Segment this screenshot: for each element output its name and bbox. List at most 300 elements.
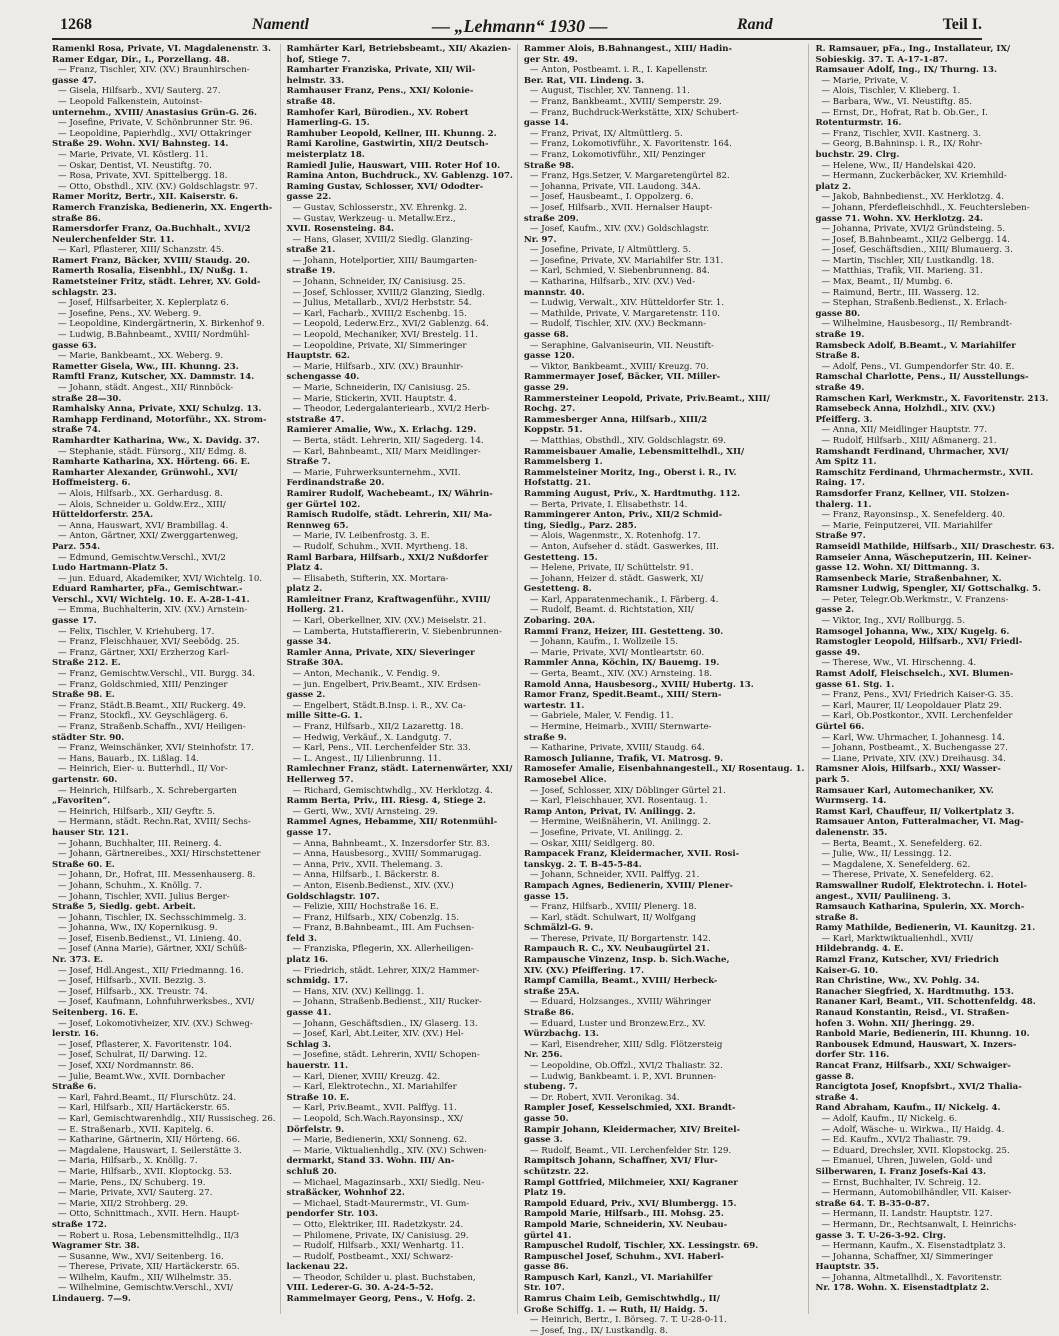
directory-entry: — Johanna, Private, XVI/2 Gründsteing. 5. (821, 224, 1006, 235)
directory-entry: — Franz, Rayonsinsp., X. Senefelderg. 40. (821, 510, 1006, 521)
directory-entry: Raing. 17. (815, 478, 865, 489)
directory-entry: — Ludwig, B.Bahnbeamt., XVIII/ Nordmühl- (58, 330, 250, 341)
directory-entry: Rampold Marie, Schneiderin, XV. Neubau- (523, 1219, 728, 1230)
directory-entry: — Anna, Hauswart, XVI/ Brambillag. 4. (58, 520, 229, 531)
directory-entry: — Josef, Hdl.Angest., XII/ Friedmanng. 16. (58, 965, 244, 976)
directory-entry: helmstr. 33. (286, 75, 345, 86)
directory-entry: — Theodor, Ledergalanteriearb., XVI/2 Herb- (292, 404, 490, 415)
directory-entry: — Peter, Telegr.Ob.Werkmstr., V. Franzens- (821, 594, 1009, 605)
directory-entry: — Karl, Fleischhauer, XVI. Rosentaug. 1. (529, 796, 708, 807)
directory-entry: Rampler Josef, Kesselschmied, XXI. Brandt- (523, 1103, 736, 1114)
directory-entry: — Leopold, Lederw.Erz., XVI/2 Gablenzg. 64. (292, 319, 489, 330)
directory-entry: — Josef, Hilfsarb., XVII. Hernalser Haupt- (529, 202, 713, 213)
directory-entry: — Franz, B.Bahnbeamt., III. Am Fuchsen- (292, 923, 475, 934)
directory-entry: Ramirer Rudolf, Wachebeamt., IX/ Währin- (286, 488, 493, 499)
directory-entry: Straße 98. (523, 160, 575, 171)
directory-entry: — Lamberta, Hutstaffiererin, V. Siebenbrunnen- (292, 626, 502, 637)
directory-entry: — Leopoldine, Private, XI/ Simmeringer (292, 340, 467, 351)
directory-entry: Ramseier Anna, Wäscheputzerin, III. Keiner- (815, 552, 1032, 563)
directory-entry: — Franz, Fleischhauer, XVI/ Seebödg. 25. (58, 637, 240, 648)
directory-entry: — Matthias, Obsthdl., XIV. Goldschlagstr. 69. (529, 435, 727, 446)
directory-entry: — Johann, Heizer d. städt. Gaswerk, XI/ (529, 573, 704, 584)
directory-entry: gasse 29. (523, 383, 569, 393)
directory-entry: — Karl, Apparatenmechanik., I. Färberg. 4. (529, 594, 719, 605)
directory-entry: Rampauch R. C., XV. Neubaugürtel 21. (523, 944, 710, 955)
directory-entry: Goldschlagstr. 107. (286, 891, 380, 902)
directory-entry: Ramhardter Katharina, Ww., X. Davidg. 37. (52, 435, 260, 446)
directory-entry: Ferdinandstraße 20. (286, 478, 385, 489)
directory-entry: gasse 3. T. U-26-3-92. Clrg. (815, 1230, 946, 1241)
directory-entry: straße 19. (286, 266, 336, 277)
directory-entry: — Rudolf, Beamt. d. Richtstation, XII/ (529, 605, 694, 616)
directory-entry: Verschl., XVI/ Wichtelg. 10. E. A-28-1-41. (52, 594, 250, 605)
directory-entry: — Magdalene, Hauswart, I. Seilerstätte 3. (58, 1145, 242, 1156)
directory-entry: — Alois, Tischler, V. Klieberg. 1. (821, 86, 961, 97)
directory-entry: gasse 22. (286, 192, 332, 203)
directory-entry: straße 172. (52, 1219, 107, 1230)
directory-entry: — Leopoldine, Papierhdlg., XVI/ Ottakringer (58, 128, 252, 139)
directory-entry: Ramy Mathilde, Bedienerin, VI. Kaunitzg. 21. (815, 923, 1036, 934)
directory-entry: Raming Gustav, Schlosser, XVI/ Ododter- (286, 181, 484, 192)
directory-entry: angest., XVII/ Pauliineng. 3. (815, 891, 951, 902)
directory-entry: — Seraphine, Galvaniseurin, VII. Neustift- (529, 340, 714, 351)
directory-entry: Hauptstr. 62. (286, 351, 350, 362)
directory-entry: — Marie, Hilfsarb., XVII. Kloptockg. 53. (58, 1166, 232, 1177)
directory-entry: — Johanna, Ww., IX/ Kopernikusg. 9. (58, 923, 218, 934)
directory-entry: — Franz, Lokomotivführ., XII/ Penzinger (529, 149, 706, 160)
directory-entry: — Marie, Private, XVI/ Montleartstr. 60. (529, 647, 705, 658)
directory-entry: Rammesberger Anna, Hilfsarb., XIII/2 (523, 414, 708, 425)
directory-entry: Ramsauer Karl, Automechaniker, XV. (815, 785, 994, 796)
directory-entry: dorfer Str. 116. (815, 1050, 890, 1061)
directory-entry: Ranaud Konstantin, Reisd., VI. Straßen- (815, 1008, 1010, 1019)
directory-entry: Ramswallner Rudolf, Elektrotechn. i. Hotel- (815, 880, 1027, 891)
directory-entry: Rammingerer Anton, Priv., XII/2 Schmid- (523, 510, 723, 521)
directory-entry: Neulerchenfelder Str. 11. (52, 234, 175, 245)
directory-entry: gasse 17. (286, 827, 332, 838)
directory-entry: — Oskar, Dentist, VI. Neustiftg. 70. (58, 160, 212, 171)
directory-entry: — Karl, Diener, XVIII/ Kreuzg. 42. (292, 1071, 441, 1082)
directory-entry: — Franz, Tischler, XIV. (XV.) Braunhirschen- (58, 65, 250, 76)
directory-entry: Ramhalsky Anna, Private, XXI/ Schulzg. 13. (52, 404, 262, 415)
directory-entry: — Karl, Schmied, V. Siebenbrunneng. 84. (529, 266, 710, 277)
directory-entry: — Therese, Private, XII/ Hartäckerstr. 65. (58, 1262, 240, 1273)
directory-entry: Würzbachg. 13. (523, 1029, 599, 1040)
directory-entry: schluß 20. (286, 1166, 337, 1177)
directory-entry: gürtel 41. (523, 1230, 572, 1241)
directory-entry: Ramenkl Rosa, Private, VI. Magdalenenstr. 3. (52, 44, 271, 54)
directory-entry: Ramsauer Adolf, Ing., IX/ Thurng. 13. (815, 65, 997, 76)
directory-entry: — Josef, Ing., IX/ Lustkandlg. 8. (529, 1325, 668, 1336)
directory-entry: — Leopold Falkenstein, Autoinst- (58, 96, 203, 107)
directory-entry: gasse 34. (286, 637, 332, 648)
directory-entry: wartestr. 11. (523, 700, 585, 711)
directory-entry: straße 49. (815, 383, 865, 393)
directory-entry: Rampl Gottfried, Milchmeier, XXI/ Kagraner (523, 1177, 738, 1188)
directory-page (52, 14, 1055, 1336)
directory-entry: Ramersdorfer Franz, Oa.Buchhalt., XVI/2 (52, 224, 251, 235)
directory-entry: — Josef (Anna Marie), Gärtner, XXI/ Schüß- (58, 944, 247, 955)
directory-entry: mille Sitte-G. 1. (286, 711, 363, 722)
directory-entry: VIII. Lederer-G. 30. A-24-5-52. (286, 1283, 434, 1294)
directory-entry: Hamerling-G. 15. (286, 118, 370, 129)
directory-entry: Rammelmayer Georg, Pens., V. Hofg. 2. (286, 1294, 476, 1305)
directory-entry: — Karl, städt. Schulwart, II/ Wolfgang (529, 912, 696, 923)
directory-entry: — Josef, XXI/ Nordmannstr. 86. (58, 1061, 194, 1071)
directory-entry: Ramosebel Alice. (523, 774, 607, 785)
directory-entry: — Gustav, Werkzeug- u. Metallw.Erz., (292, 213, 456, 224)
directory-entry: — Michael, Magazinsarb., XXI/ Siedlg. Neu- (292, 1177, 485, 1188)
directory-entry: lackenau 22. (286, 1262, 349, 1273)
directory-entry: — Josef, Geschäftsdien., XIII/ Blumauerg. 3. (821, 245, 1013, 256)
directory-entry: tanskyg. 2. T. B-45-5-84. (523, 859, 642, 870)
directory-entry: gasse 120. (523, 351, 575, 362)
directory-entry: hauerstr. 11. (286, 1061, 349, 1071)
directory-entry: — Rudolf, Postbeamt., XXI/ Schwarz- (292, 1251, 454, 1262)
directory-entry: — Franz, Städt.B.Beamt., XII/ Ruckerg. 49. (58, 700, 246, 711)
directory-entry: Wagramer Str. 38. (52, 1241, 140, 1252)
directory-entry: — Oskar, XIII/ Seidlgerg. 80. (529, 838, 655, 849)
directory-entry: — Karl, Ob.Postkontor., XVII. Lerchenfelder (821, 711, 1013, 722)
directory-entry: — Gerti, Ww., XVI/ Arnsteing. 29. (292, 806, 439, 817)
directory-entry: dermarkt, Stand 33. Wohn. III/ An- (286, 1156, 455, 1167)
directory-entry: — Hermann, II. Landstr. Hauptstr. 127. (821, 1209, 993, 1220)
header-part: Teil I. (942, 16, 982, 33)
directory-entry: — Emanuel, Uhren, Juwelen, Gold- und (821, 1156, 993, 1167)
directory-entry: — jun. Eduard, Akademiker, XVI/ Wichtelg. 10. (58, 573, 263, 584)
directory-entry: — Eduard, Luster und Bronzew.Erz., XV. (529, 1018, 706, 1029)
directory-entry: — Leopoldine, Ob.Offzl., XVI/2 Thaliastr. 32. (529, 1061, 723, 1071)
directory-entry: — Marie, Private, VI. Köstlerg. 11. (58, 149, 209, 160)
directory-entry: straße 8. (815, 912, 859, 923)
directory-entry: — Josef, Pflasterer, X. Favoritenstr. 104. (58, 1039, 232, 1050)
directory-entry: — Marie, Private, V. (821, 75, 909, 86)
directory-entry: — Hermann, Dr., Rechtsanwalt, I. Heinrichs- (821, 1219, 1017, 1230)
directory-entry: — Leopold, Mechaniker, XVI/ Brestelg. 11. (292, 330, 478, 341)
column-4 (815, 44, 1058, 1314)
directory-entry: Ramerch Franziska, Bedienerin, XX. Engerth- (52, 202, 273, 213)
directory-entry: — Karl, Elektrotechn., XI. Mariahilfer (292, 1082, 457, 1093)
directory-entry: — Therese, Private, II/ Borgartenstr. 142. (529, 933, 711, 944)
directory-entry: — Franziska, Pflegerin, XX. Allerheiligen- (292, 944, 474, 955)
directory-entry: Rametsteiner Fritz, städt. Lehrer, XV. Gold- (52, 277, 261, 288)
directory-entry: Ramst Adolf, Fleischselch., XVI. Blumen- (815, 669, 1014, 680)
directory-entry: Ramina Anton, Buchdruck., XV. Gablenzg. 107. (286, 171, 513, 182)
directory-entry: — Marie, Feinputzerei, VII. Mariahilfer (821, 520, 993, 531)
directory-entry: Rammersteiner Leopold, Private, Priv.Beamt., XIII/ (523, 393, 770, 404)
directory-entry: schlagstr. 23. (52, 287, 117, 298)
directory-entry: — Rudolf, Beamt., VII. Lerchenfelder Str. 129. (529, 1145, 732, 1156)
directory-entry: Ramhapp Ferdinand, Motorführ., XX. Strom- (52, 414, 267, 425)
directory-entry: Rammeisbauer Amalie, Lebensmittelhdl., XII/ (523, 446, 745, 457)
directory-entry: gasse 8. (815, 1071, 855, 1082)
directory-entry: — Josef, Kaufm., XIV. (XV.) Goldschlagstr. (529, 224, 710, 235)
directory-entry: — Marie, XII/2 Strohberg. 29. (58, 1198, 189, 1209)
directory-entry: R. Ramsauer, pFa., Ing., Installateur, IX/ (815, 44, 1011, 54)
directory-entry: Hildebrandg. 4. E. (815, 944, 904, 955)
directory-entry: Rancat Franz, Hilfsarb., XXI/ Schwaiger- (815, 1061, 1011, 1071)
directory-entry: Rochg. 27. (523, 404, 576, 415)
directory-entry: — Ernst, Dr., Hofrat, Rat b. Ob.Ger., I. (821, 107, 988, 118)
directory-entry: — Anton, Eisenb.Bedienst., XIV. (XV.) (292, 880, 454, 891)
directory-entry: — Marie, Hilfsarb., XIV. (XV.) Braunhir- (292, 361, 464, 372)
directory-entry: — Anton, Mechanik., V. Fendig. 9. (292, 669, 440, 680)
directory-entry: Rampold Eduard, Priv., XVI/ Blumbergg. 15. (523, 1198, 737, 1209)
directory-entry: Ramharter Alexander, Grünwohl., XVI/ (52, 467, 238, 478)
directory-entry: Hollerg. 21. (286, 605, 344, 616)
directory-entry: Dörfelstr. 9. (286, 1124, 345, 1135)
directory-entry: — Viktor, Ing., XVI/ Rollburgg. 5. (821, 616, 965, 627)
directory-entry: — Johanna, Altmetallhdl., X. Favoritenstr. (821, 1272, 1003, 1283)
directory-entry: schmidg. 17. (286, 976, 349, 987)
directory-entry: — Ludwig, Bankbeamt. i. P., XVI. Brunnen- (529, 1071, 717, 1082)
directory-entry: — Anna, Hausbesorg., XVIII/ Sommarugag. (292, 849, 482, 860)
directory-entry: — Heinrich, Bertr., I. Börseg. 7. T. U-28-0-11. (529, 1315, 727, 1326)
directory-entry: Rammelsberg 1. (523, 457, 603, 468)
directory-entry: — Rudolf, Tischler, XIV. (XV.) Beckmann- (529, 319, 707, 330)
directory-entry: — Philomene, Private, IX/ Canisiusg. 29. (292, 1230, 469, 1241)
directory-entry: Ramsogel Johanna, Ww., XIX/ Kugelg. 6. (815, 626, 1010, 637)
directory-entry: gasse 50. (523, 1113, 569, 1124)
directory-entry: Hütteldorferstr. 25A. (52, 510, 154, 521)
directory-entry: — Katharina, Hilfsarb., XIV. (XV.) Ved- (529, 277, 695, 288)
directory-entry: — Maria, Hilfsarb., X. Knöllg. 7. (58, 1156, 198, 1167)
directory-entry: — Franz, Tischler, XVII. Kastnerg. 3. (821, 128, 982, 139)
directory-entry: — Katharine, Gärtnerin, XII/ Hörteng. 66. (58, 1135, 240, 1146)
directory-entry: ger Gürtel 102. (286, 499, 361, 510)
directory-entry: — Marie, Bedienerin, XXI/ Sonneng. 62. (292, 1135, 468, 1146)
directory-entry: Große Schiffg. 1. — Ruth, II/ Haidg. 5. (523, 1304, 708, 1315)
directory-entry: Ramst Karl, Chauffeur, II/ Volkertplatz 3. (815, 806, 1015, 817)
directory-entry: Ber. Rat, VII. Lindeng. 3. (523, 75, 645, 86)
directory-entry: Ramsauch Katharina, Spulerin, XX. Morch- (815, 902, 1025, 913)
directory-entry: — Franz, Hilfsarb., XII/2 Lazarettg. 18. (292, 722, 464, 732)
directory-entry: Raml Barbara, Hilfsarb., XXI/2 Nußdorfer (286, 552, 489, 563)
directory-entry: hof, Stiege 7. (286, 54, 351, 65)
directory-entry: gasse 14. (523, 118, 569, 129)
directory-entry: — Eduard, Drechsler, XVII. Klopstockg. 25. (821, 1145, 1010, 1156)
directory-entry: Platz 4. (286, 563, 323, 574)
directory-entry: — Franz, Privat, IX/ Altmüttlerg. 5. (529, 128, 683, 139)
directory-entry: straße 25A. (523, 986, 580, 997)
directory-entry: — Barbara, Ww., VI. Neustiftg. 85. (821, 96, 973, 107)
directory-entry: Rampausche Vinzenz, Insp. b. Sich.Wache, (523, 955, 730, 966)
directory-entry: gasse 41. (286, 1008, 332, 1019)
directory-entry: Ramstogler Leopold, Hilfsarb., XVI/ Friedl- (815, 637, 1023, 648)
directory-entry: Ramhuber Leopold, Kellner, III. Khunng. 2. (286, 128, 497, 139)
directory-entry: Ramsauer Anton, Futteralmacher, VI. Mag- (815, 817, 1024, 828)
directory-entry: — Franz, Straßenb.Schaffn., XVI/ Heiligen- (58, 722, 246, 732)
directory-entry: Zobaring. 20A. (523, 616, 596, 627)
directory-entry: straße 28—30. (52, 393, 122, 404)
directory-entry: straße 86. (52, 213, 101, 224)
directory-entry: — Elisabeth, Stifterin, XX. Mortara- (292, 573, 449, 584)
directory-entry: — Otto, Elektriker, III. Radetzkystr. 24. (292, 1219, 464, 1230)
directory-entry: Hofstattg. 21. (523, 478, 591, 489)
directory-entry: Ramsdorfer Franz, Kellner, VII. Stolzen- (815, 488, 1010, 499)
directory-entry: — Max, Beamt., II/ Mumbg. 6. (821, 277, 953, 288)
directory-entry: — Hermann, städt. Rechn.Rat, XVIII/ Sechs- (58, 817, 251, 828)
directory-entry: park 5. (815, 774, 850, 785)
directory-entry: stubeng. 7. (523, 1082, 578, 1093)
directory-entry: — Gerta, Beamt., XIV. (XV.) Arnsteing. 18. (529, 669, 713, 680)
directory-entry: — Karl, Bahnbeamt., XII/ Marx Meidlinger- (292, 446, 481, 457)
directory-entry: — Heinrich, Hilfsarb., XII/ Geyftr. 5. (58, 806, 216, 817)
directory-entry: Straße 86. (523, 1008, 575, 1019)
directory-entry: — Marie, Pens., IX/ Schuberg. 19. (58, 1177, 206, 1188)
directory-entry: — Karl, Pflasterer, XIII/ Schanzstr. 45. (58, 245, 225, 256)
directory-entry: — Hermine, Weißnäherin, VI. Anilingg. 2. (529, 817, 712, 828)
directory-entry: dalenenstr. 35. (815, 827, 888, 838)
directory-entry: — jun. Engelbert, Priv.Beamt., XIV. Erdsen- (292, 679, 481, 690)
directory-entry: — Josef, Schulrat, II/ Darwing. 12. (58, 1050, 208, 1061)
directory-entry: Ramert Franz, Bäcker, XVIII/ Staudg. 20. (52, 255, 250, 266)
directory-entry: Straße 98. E. (52, 690, 115, 701)
directory-entry: Ramsenbeck Marie, Straßenbahner, X. (815, 573, 1002, 584)
header-right-title: Rand (737, 16, 773, 33)
directory-entry: Hellerweg 57. (286, 774, 354, 785)
directory-entry: — Josef, Hilfsarbeiter, X. Keplerplatz 6. (58, 298, 229, 309)
directory-entry: Ramisch Rudolfe, städt. Lehrerin, XII/ Ma- (286, 510, 493, 521)
directory-entry: — Rudolf, Schuhm., XVII. Myrtheng. 18. (292, 541, 468, 552)
directory-entry: — Adolf, Pens., VI. Gumpendorfer Str. 40. E. (821, 361, 1015, 372)
directory-entry: — Hermann, Automobilhändler, VII. Kaiser- (821, 1188, 1012, 1199)
directory-entry: — Marie, IV. Leibenfrostg. 3. E. (292, 531, 430, 542)
directory-entry: Rampuschel Josef, Schuhm., XVI. Haberl- (523, 1251, 724, 1262)
directory-entry: Straße 30A. (286, 658, 344, 669)
directory-entry: Ramschen Karl, Werkmstr., X. Favoritenstr. 213. (815, 393, 1049, 404)
directory-entry: gasse 49. (815, 647, 861, 658)
directory-entry: — Rosa, Private, XVI. Spittelbergg. 18. (58, 171, 228, 182)
directory-entry: — Josefine, Pens., XV. Weberg. 9. (58, 308, 202, 319)
directory-entry: — Karl, Pens., VII. Lerchenfelder Str. 33. (292, 743, 471, 754)
directory-entry: Gestetteng. 15. (523, 552, 598, 563)
directory-entry: XVII. Rosensteing. 84. (286, 224, 395, 235)
directory-entry: Hoffmeisterg. 6. (52, 478, 131, 489)
directory-entry: — Marie, Stickerin, XVII. Hauptstr. 4. (292, 393, 457, 404)
directory-entry: — Karl, Maurer, II/ Leopoldauer Platz 29. (821, 700, 1002, 711)
directory-entry: — Heinrich, Eier- u. Butterhdl., II/ Vor- (58, 764, 228, 775)
directory-entry: — Martin, Tischler, XII/ Lustkandlg. 18. (821, 255, 995, 266)
directory-entry: gasse 47. (52, 75, 97, 86)
directory-entry: — Ludwig, Verwalt., XIV. Hütteldorfer Str. 1. (529, 298, 725, 309)
directory-entry: — Johann, Schneider, XVII. Palffyg. 21. (529, 870, 700, 881)
directory-entry: — Jakob, Bahnbedienst., XV. Herklotzg. 4. (821, 192, 1004, 203)
directory-entry: — Josef, Hausbeamt., I. Oppolzerg. 6. (529, 192, 694, 203)
directory-entry: Rami Karoline, Gastwirtin, XII/2 Deutsch- (286, 139, 489, 150)
directory-entry: Parz. 554. (52, 541, 101, 552)
directory-entry: — Stephan, Straßenb.Bedienst., X. Erlach- (821, 298, 1007, 309)
directory-entry: Ramschitz Ferdinand, Uhrmachermstr., XVII. (815, 467, 1034, 478)
directory-entry: ger Str. 49. (523, 54, 578, 65)
directory-entry: ting, Siedlg., Parz. 285. (523, 520, 637, 531)
directory-entry: Ramer Edgar, Dir., I., Porzellang. 48. (52, 54, 230, 65)
directory-columns (52, 44, 1055, 1336)
directory-entry: Ramer Moritz, Bertr., XII. Kaiserstr. 6. (52, 192, 239, 203)
directory-entry: — Josef, Schlosser, XVIII/2 Glanzing, Siedlg. (292, 287, 485, 298)
directory-entry: Straße 7. (286, 457, 331, 468)
directory-entry: straße 64. T. B-35-0-87. (815, 1198, 930, 1209)
directory-entry: Ramzl Franz, Kutscher, XVI/ Friedrich (815, 955, 999, 966)
header-center-title: — „Lehmann“ 1930 — (432, 16, 608, 36)
directory-entry: straßäcker, Wohnhof 22. (286, 1188, 405, 1199)
directory-entry: Straße 8. (815, 351, 860, 362)
directory-entry: — Heinrich, Hilfsarb., X. Schrebergarten (58, 785, 237, 796)
directory-entry: — Edmund, Gemischtw.Verschl., XVI/2 (58, 552, 226, 563)
directory-entry: Pfeifferg. 3. (815, 414, 873, 425)
directory-entry: Rametter Gisela, Ww., III. Khunng. 23. (52, 361, 239, 372)
directory-entry: gasse 17. (52, 616, 97, 627)
directory-entry: Hauptstr. 35. (815, 1262, 879, 1273)
directory-entry: Eduard Ramharter, pFa., Gemischtwar.- (52, 584, 243, 595)
directory-entry: Ramseidl Mathilde, Hilfsarb., XII/ Draschestr. 63. (815, 541, 1055, 552)
directory-entry: — Alois, Schneider u. Goldw.Erz., XIII/ (58, 499, 226, 510)
directory-entry: — Marie, Viktualienhdlg., XIV. (XV.) Schwen- (292, 1145, 487, 1156)
directory-entry: — Hans, Glaser, XVIII/2 Siedlg. Glanzing- (292, 234, 473, 245)
directory-entry: — Josefine, städt. Lehrerin, XVII/ Schopen- (292, 1050, 480, 1061)
directory-entry: Rammelsteiner Moritz, Ing., Oberst i. R., IV. (523, 467, 737, 478)
directory-entry: Koppstr. 51. (523, 425, 583, 436)
directory-entry: — Josef, B.Bahnbeamt., XII/2 Gelbergg. 14. (821, 234, 1010, 245)
directory-entry: Ramsner Ludwig, Spengler, XI/ Gottschalkg. 5. (815, 584, 1041, 595)
directory-entry: — Michael, Stadt-Maurermstr., VI. Gum- (292, 1198, 470, 1209)
directory-entry: — Johann, städt. Angest., XII/ Rinnböck- (58, 383, 234, 393)
directory-entry: — Raimund, Bertr., III. Wasserg. 12. (821, 287, 980, 298)
directory-entry: hofen 3. Wohn. XII/ Jheringg. 29. (815, 1018, 975, 1029)
directory-entry: Rennweg 65. (286, 520, 349, 531)
directory-entry: — Johann, Kaufm., I. Wollzeile 15. (529, 637, 679, 648)
directory-entry: — Berta, Private, I. Elisabethstr. 14. (529, 499, 688, 510)
directory-entry: — Josefine, Private, VI. Anilingg. 2. (529, 827, 684, 838)
directory-entry: Ramrus Chaim Leib, Gemischtwhdlg., II/ (523, 1294, 720, 1305)
column-3 (523, 44, 810, 1336)
directory-entry: Rampitsch Johann, Schaffner, XVI/ Flur- (523, 1156, 718, 1167)
directory-entry: straße 9. (523, 732, 567, 743)
directory-entry: — Helene, Ww., II/ Handelskai 420. (821, 160, 976, 171)
directory-entry: Ramshandt Ferdinand, Uhrmacher, XVI/ (815, 446, 1009, 457)
directory-entry: — Gabriele, Maler, V. Fendig. 11. (529, 711, 674, 722)
column-1 (52, 44, 281, 1314)
directory-entry: — E. Straßenarb., XVII. Kapitelg. 6. (58, 1124, 214, 1135)
directory-entry: Ramming August, Priv., X. Hardtmuthg. 112. (523, 488, 741, 499)
directory-entry: Ramor Franz, Spedit.Beamt., XIII/ Stern- (523, 690, 722, 701)
directory-entry: Ramp Anton, Privat, IV. Anilingg. 2. (523, 806, 696, 817)
directory-entry: — Josefine, Private, V. Schönbrunner Str. 96. (58, 118, 253, 129)
directory-entry: meisterplatz 18. (286, 149, 365, 160)
directory-entry: buchstr. 29. Clrg. (815, 149, 900, 160)
directory-entry: Gestetteng. 8. (523, 584, 592, 595)
directory-entry: — Josef, Schlosser, XIX/ Döblinger Gürtel 21. (529, 785, 726, 796)
directory-entry: Rammel Agnes, Hebamme, XII/ Rotenmühl- (286, 817, 498, 828)
directory-entry: gasse 80. (815, 308, 861, 319)
directory-entry: — Josef, Lokomotivheizer, XIV. (XV.) Schweg- (58, 1018, 253, 1029)
directory-entry: — Franz, Lokomotivführ., X. Favoritenstr. 164. (529, 139, 732, 150)
directory-entry: gasse 15. (523, 891, 569, 902)
directory-entry: mannstr. 40. (523, 287, 585, 298)
directory-entry: — Magdalene, X. Senefelderg. 62. (821, 859, 971, 870)
directory-entry: — Josef, Eisenb.Bedienst., VI. Linieng. 40. (58, 933, 242, 944)
directory-entry: — Johanna, Private, VII. Laudong. 34A. (529, 181, 701, 192)
directory-entry: Rananer Karl, Beamt., VII. Schottenfeldg. 48. (815, 997, 1036, 1008)
directory-entry: Rancigtota Josef, Knopfsbrt., XVI/2 Thalia- (815, 1082, 1022, 1093)
directory-entry: — Eduard, Holzsanges., XVIII/ Währinger (529, 997, 711, 1008)
directory-entry: Ramleitner Franz, Kraftwagenführ., XVIII/ (286, 594, 491, 605)
directory-entry: Wurmserg. 14. (815, 796, 887, 807)
directory-entry: — Alois, Wagenmstr., X. Rotenhofg. 17. (529, 531, 701, 542)
directory-entry: Straße 60. E. (52, 859, 115, 870)
page-header (52, 14, 982, 40)
directory-entry: Rammer Alois, B.Bahnangest., XIII/ Hadin- (523, 44, 733, 54)
